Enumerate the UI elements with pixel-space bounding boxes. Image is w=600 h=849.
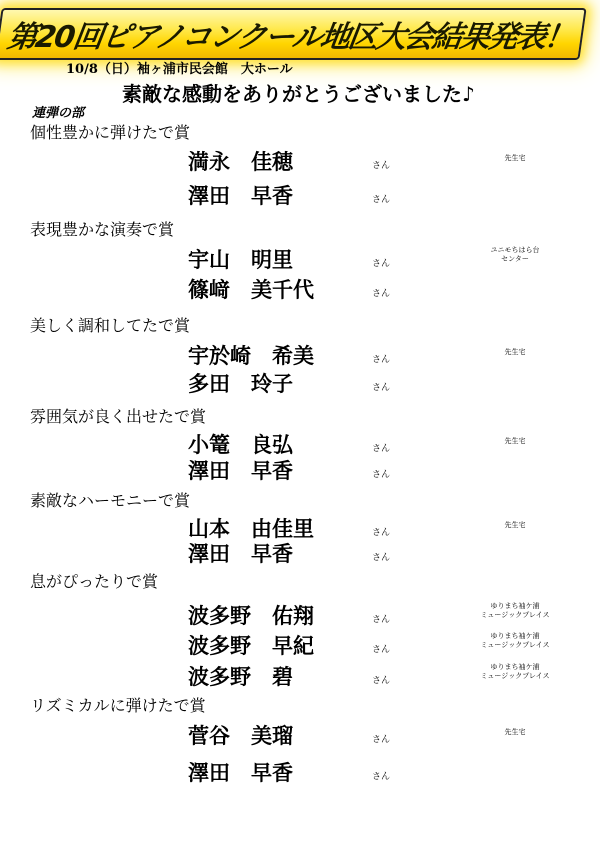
honorific-label: さん: [372, 676, 391, 686]
winner-name: 澤田 早香: [188, 760, 293, 785]
teacher-location: ゆりまち袖ケ浦 ミュージックプレイス: [480, 602, 550, 619]
honorific-label: さん: [372, 553, 391, 563]
winner-row: [0, 538, 600, 566]
winner-row: [0, 368, 600, 396]
winner-row: [0, 720, 600, 748]
honorific-label: さん: [372, 645, 391, 655]
honorific-label: さん: [372, 289, 391, 299]
winner-name: 多田 玲子: [188, 371, 293, 396]
winner-row: [0, 146, 600, 174]
award-title: リズミカルに弾けたで賞: [30, 696, 206, 715]
winner-row: [0, 340, 600, 368]
honorific-label: さん: [372, 735, 391, 745]
honorific-label: さん: [372, 528, 391, 538]
winner-name: 小篭 良弘: [188, 432, 293, 457]
winner-row: [0, 513, 600, 541]
section-title: 連弾の部: [32, 106, 85, 121]
honorific-label: さん: [372, 615, 391, 625]
teacher-location: 先生宅: [504, 521, 526, 529]
title-banner: [4, 10, 575, 58]
honorific-label: さん: [372, 161, 391, 171]
honorific-label: さん: [372, 259, 391, 269]
banner-title: 第20回ピアノコンクール地区大会結果発表！: [0, 8, 586, 60]
winner-name: 澤田 早香: [188, 458, 293, 483]
winner-name: 宇山 明里: [188, 247, 293, 272]
winner-row: [0, 180, 600, 208]
award-title: 美しく調和してたで賞: [30, 316, 191, 335]
award-title: 表現豊かな演奏で賞: [30, 220, 175, 239]
teacher-location: 先生宅: [504, 348, 526, 356]
teacher-location: ゆりまち袖ケ浦 ミュージックプレイス: [480, 663, 550, 680]
award-title: 素敵なハーモニーで賞: [30, 491, 191, 510]
winner-row: [0, 274, 600, 302]
award-title: 雰囲気が良く出せたで賞: [30, 407, 207, 426]
honorific-label: さん: [372, 355, 391, 365]
winner-name: 澤田 早香: [188, 541, 293, 566]
teacher-location: 先生宅: [504, 437, 526, 445]
winner-row: [0, 429, 600, 457]
venue-date: 10/8（日）袖ヶ浦市民会館 大ホール: [66, 62, 293, 77]
thanks-message: 素敵な感動をありがとうございました♪: [122, 82, 475, 106]
winner-name: 宇於崎 希美: [188, 343, 314, 368]
winner-name: 波多野 佑翔: [188, 603, 314, 628]
honorific-label: さん: [372, 195, 391, 205]
award-title: 息がぴったりで賞: [30, 572, 159, 591]
winner-name: 満永 佳穂: [188, 149, 293, 174]
winner-name: 山本 由佳里: [188, 516, 314, 541]
teacher-location: ゆりまち袖ケ浦 ミュージックプレイス: [480, 632, 550, 649]
teacher-location: ユニモちはら台 センター: [490, 246, 540, 263]
teacher-location: 先生宅: [504, 154, 526, 162]
winner-row: [0, 630, 600, 658]
winner-name: 菅谷 美瑠: [188, 723, 293, 748]
winner-row: [0, 757, 600, 785]
winner-row: [0, 244, 600, 272]
honorific-label: さん: [372, 383, 391, 393]
winner-name: 澤田 早香: [188, 183, 293, 208]
winner-row: [0, 600, 600, 628]
honorific-label: さん: [372, 772, 391, 782]
winner-row: [0, 455, 600, 483]
winner-row: [0, 661, 600, 689]
teacher-location: 先生宅: [504, 728, 526, 736]
winner-name: 波多野 碧: [188, 664, 293, 689]
winner-name: 篠﨑 美千代: [188, 277, 314, 302]
winner-name: 波多野 早紀: [188, 633, 314, 658]
honorific-label: さん: [372, 444, 391, 454]
award-title: 個性豊かに弾けたで賞: [30, 123, 191, 142]
honorific-label: さん: [372, 470, 391, 480]
